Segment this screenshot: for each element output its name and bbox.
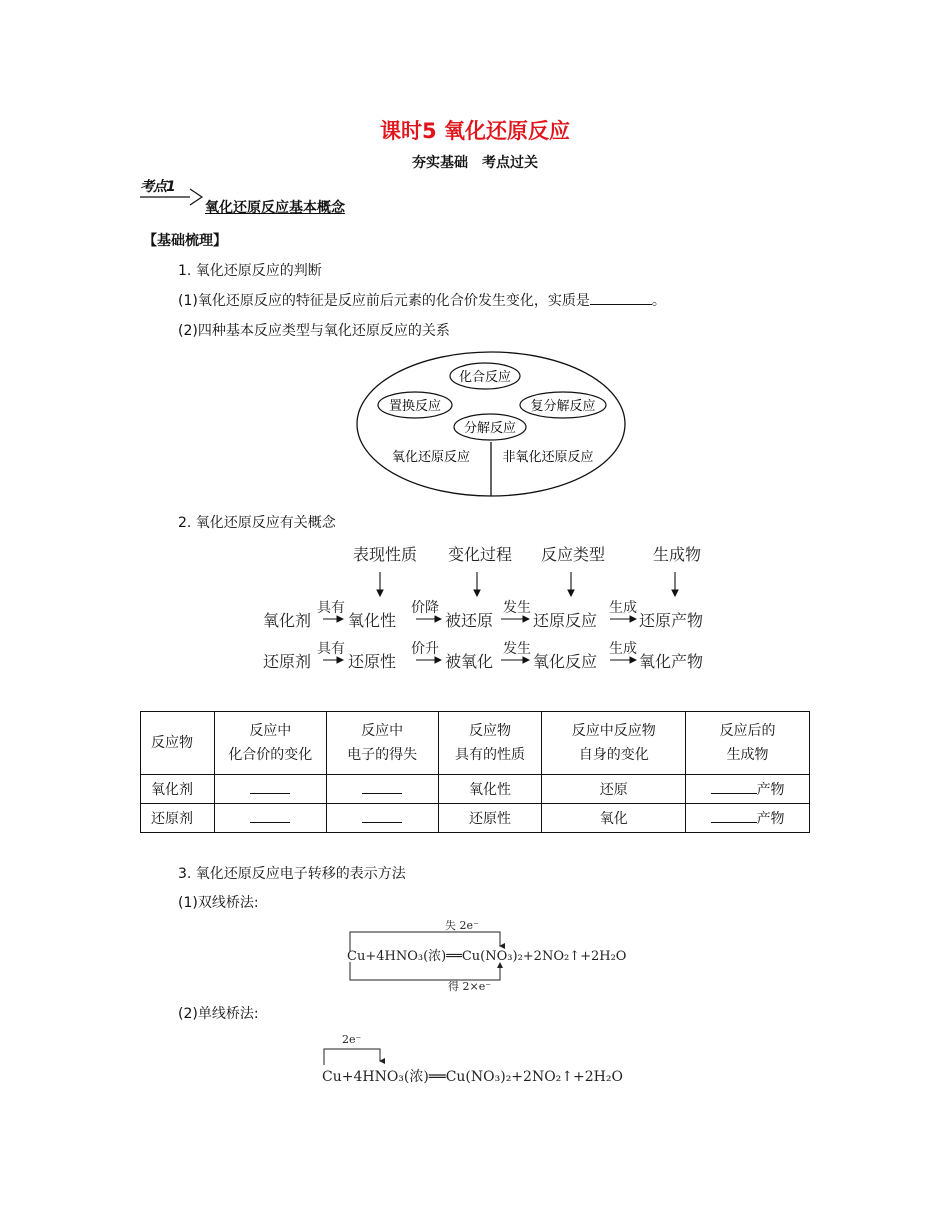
fill-blank[interactable]	[362, 781, 402, 794]
table-cell-suffix: 产物	[756, 782, 785, 798]
page-subtitle: 夯实基础 考点过关	[412, 155, 538, 171]
table-cell	[326, 775, 438, 804]
table-cell: 还原	[542, 775, 686, 804]
venn-non-redox: 非氧化还原反应	[502, 450, 594, 465]
single-bridge-equation: Cu+4HNO₃(浓)══Cu(NO₃)₂+2NO₂↑+2H₂O	[322, 1069, 623, 1085]
table-header-text: 电子的得失	[347, 747, 418, 763]
item1-heading: 1. 氧化还原反应的判断	[178, 263, 322, 279]
single-bridge-top: 2e⁻	[342, 1033, 362, 1046]
flow-r2-n3: 氧化反应	[533, 652, 598, 671]
flow-header-product: 生成物	[652, 545, 702, 564]
table-header-row	[141, 712, 810, 775]
single-bridge-diagram	[318, 1035, 438, 1070]
table-header-text: 反应物	[468, 723, 511, 739]
venn-redox: 氧化还原反应	[391, 450, 471, 465]
flow-r1-a4: 生成	[609, 600, 637, 616]
venn-double-decomposition: 复分解反应	[530, 399, 596, 414]
double-bridge-bottom: 得 2×e⁻	[448, 980, 492, 993]
table-header-text: 反应物	[151, 735, 193, 751]
item3-heading: 3. 氧化还原反应电子转移的表示方法	[178, 866, 406, 882]
flow-header-type: 反应类型	[540, 545, 606, 564]
table-header	[686, 712, 810, 775]
item2-heading: 2. 氧化还原反应有关概念	[178, 515, 336, 531]
flow-r1-a3: 发生	[503, 600, 531, 616]
item1-line1-end: 。	[651, 293, 666, 309]
table-cell	[686, 804, 810, 833]
kaodian-badge: 考点1	[140, 179, 175, 195]
double-bridge-top: 失 2e⁻	[445, 919, 479, 932]
table-header-text: 反应中反应物	[571, 723, 656, 739]
flow-r2-a1: 具有	[317, 641, 345, 657]
table-cell: 氧化	[542, 804, 686, 833]
table-cell: 还原性	[438, 804, 542, 833]
double-bridge-equation: Cu+4HNO₃(浓)══Cu(NO₃)₂+2NO₂↑+2H₂O	[347, 949, 627, 964]
flow-header-process: 变化过程	[447, 545, 513, 564]
double-bridge-label: (1)双线桥法:	[178, 895, 259, 911]
flow-r1-a1: 具有	[317, 600, 345, 616]
table-header-text: 生成物	[726, 747, 769, 763]
table-cell: 氧化剂	[141, 775, 215, 804]
fill-blank[interactable]	[711, 781, 757, 794]
flow-header-property: 表现性质	[352, 545, 418, 564]
fill-blank[interactable]	[711, 810, 757, 823]
table-cell	[214, 775, 326, 804]
reaction-type-diagram	[355, 350, 630, 500]
item1-line1	[178, 290, 666, 310]
flow-r1-n2: 被还原	[445, 611, 494, 630]
table-header-text: 自身的变化	[578, 747, 649, 763]
page-title: 课时5 氧化还原反应	[380, 119, 570, 143]
fill-blank[interactable]	[250, 810, 290, 823]
venn-displacement: 置换反应	[388, 399, 442, 414]
flow-r2-a2: 价升	[411, 641, 439, 657]
fill-blank[interactable]	[590, 292, 652, 305]
fill-blank[interactable]	[250, 781, 290, 794]
concept-table	[140, 711, 810, 833]
table-header-text: 反应后的	[719, 723, 776, 739]
flow-r1-n4: 还原产物	[639, 611, 704, 630]
table-cell: 还原剂	[141, 804, 215, 833]
item1-line2: (2)四种基本反应类型与氧化还原反应的关系	[178, 323, 450, 339]
table-cell	[326, 804, 438, 833]
table-cell: 氧化性	[438, 775, 542, 804]
flow-r2-n2: 被氧化	[445, 652, 494, 671]
table-header-text: 具有的性质	[454, 747, 525, 763]
flow-r1-a2: 价降	[411, 600, 439, 616]
flow-r1-n3: 还原反应	[533, 611, 598, 630]
table-header	[141, 712, 215, 775]
section-heading: 【基础梳理】	[143, 233, 227, 249]
table-row	[141, 804, 810, 833]
table-cell	[686, 775, 810, 804]
concept-flow-diagram	[255, 538, 725, 673]
flow-r1-start: 氧化剂	[263, 611, 312, 630]
kaodian-title: 氧化还原反应基本概念	[205, 200, 345, 216]
table-row	[141, 775, 810, 804]
flow-r2-a3: 发生	[503, 641, 531, 657]
flow-r1-n1: 氧化性	[348, 611, 397, 630]
venn-combination: 化合反应	[458, 370, 512, 385]
flow-r2-a4: 生成	[609, 641, 637, 657]
table-header-text: 化合价的变化	[228, 747, 313, 763]
venn-decomposition: 分解反应	[463, 421, 517, 436]
flow-r2-n4: 氧化产物	[639, 652, 704, 671]
table-header	[326, 712, 438, 775]
table-cell	[214, 804, 326, 833]
fill-blank[interactable]	[362, 810, 402, 823]
single-bridge-label: (2)单线桥法:	[178, 1006, 259, 1022]
flow-r2-n1: 还原性	[348, 652, 397, 671]
table-header-text: 反应中	[361, 723, 404, 739]
table-header	[542, 712, 686, 775]
table-header	[214, 712, 326, 775]
table-cell-suffix: 产物	[756, 811, 785, 827]
table-header-text: 反应中	[249, 723, 292, 739]
item1-line1-text: (1)氧化还原反应的特征是反应前后元素的化合价发生变化，实质是	[178, 293, 590, 309]
flow-r2-start: 还原剂	[263, 652, 312, 671]
table-header	[438, 712, 542, 775]
